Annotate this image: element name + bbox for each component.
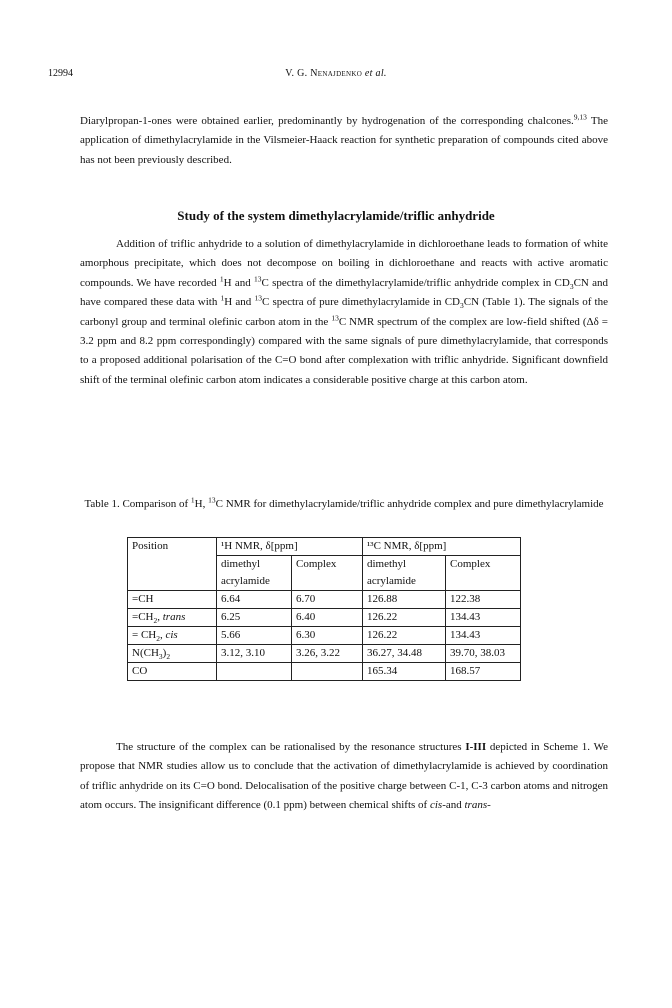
subheader-dma-1h: dimethyl	[217, 556, 292, 574]
body-paragraph-structure: The structure of the complex can be rationalised by the resonance structures I-III depicted in Scheme 1. We propose that NMR studies allow us to conclude that the activation of dimethylacrylamide is achieved by coordination of triflic anhydride on its C=O bond. Delocalisation of the positive charge between C-1, C-3 carbon atoms and nitrogen atom occurs. The insignificant difference (0.1 ppm) between chemical shifts of cis-and trans-	[80, 741, 608, 812]
page-header	[0, 68, 672, 84]
body-paragraph-complex: Addition of triflic anhydride to a solution of dimethylacrylamide in dichloroethane leads to formation of white amorphous precipitate, which does not decompose on boiling in dichloroethane and reacts with active aromatic compounds. We have recorded $^1$H and $^{13}$C spectra of the dimethylacrylamide/triflic anhydride complex in $CD_3CN$ and have compared these data with $^1$H and $^{13}$C spectra of pure dimethylacrylamide in $CD_3CN$ (Table 1). The signals of the carbonyl group and terminal olefinic carbon atom in the $^{13}$C NMR spectrum of the complex are low-field shifted (Δδ = 3.2 ppm and 8.2 ppm correspondingly) compared with the same signals of pure dimethylacrylamide, that corresponds to a proposed additional polarisation of the C=O bond after complexation with triflic anhydride. Significant downfield shift of the terminal olefinic carbon atom indicates a considerable positive charge at this carbon atom.	[80, 238, 609, 386]
table-row: =CH 6.64 6.70 126.88 122.38	[128, 591, 521, 609]
subheader-dma-13c-cont: acrylamide	[363, 573, 446, 591]
nmr-comparison-table	[127, 537, 521, 681]
subheader-dma-1h-cont: acrylamide	[217, 573, 292, 591]
header-13c-nmr: ¹³C NMR, δ[ppm]	[363, 538, 521, 556]
running-head: V. G. Nenajdenko et al.	[285, 68, 387, 79]
table-caption: Table 1. Comparison of $^1$H, $^{13}$C NMR for dimethylacrylamide/triflic anhydride complex and pure dimethylacrylamide	[84, 495, 604, 510]
intro-paragraph: Diarylpropan-1-ones were obtained earlier, predominantly by hydrogenation of the corresponding chalcones.$^{9,13}$ The application of dimethylacrylamide in the Vilsmeier-Haack reaction for synthetic preparation of compounds cited above has not been previously described.	[80, 112, 608, 166]
table-header-row	[128, 538, 521, 556]
page-number: 12994	[48, 68, 73, 79]
table-row: $=CH_2$, trans 6.25 6.40 126.22 134.43	[128, 609, 521, 627]
table-row: = $CH_2$, cis 5.66 6.30 126.22 134.43	[128, 627, 521, 645]
subheader-complex-13c: Complex	[446, 556, 521, 574]
header-1h-nmr: ¹H NMR, δ[ppm]	[217, 538, 363, 556]
subheader-complex-1h: Complex	[292, 556, 363, 574]
table-row: CO 165.34 168.57	[128, 663, 521, 681]
table-subheader-row-2	[128, 573, 521, 591]
header-position: Position	[128, 538, 217, 556]
subheader-dma-13c: dimethyl	[363, 556, 446, 574]
section-heading: Study of the system dimethylacrylamide/triflic anhydride	[177, 208, 495, 223]
table-subheader-row	[128, 556, 521, 574]
table-row: $N(CH_3)_2$ 3.12, 3.10 3.26, 3.22 36.27, 34.48 39.70, 38.03	[128, 645, 521, 663]
